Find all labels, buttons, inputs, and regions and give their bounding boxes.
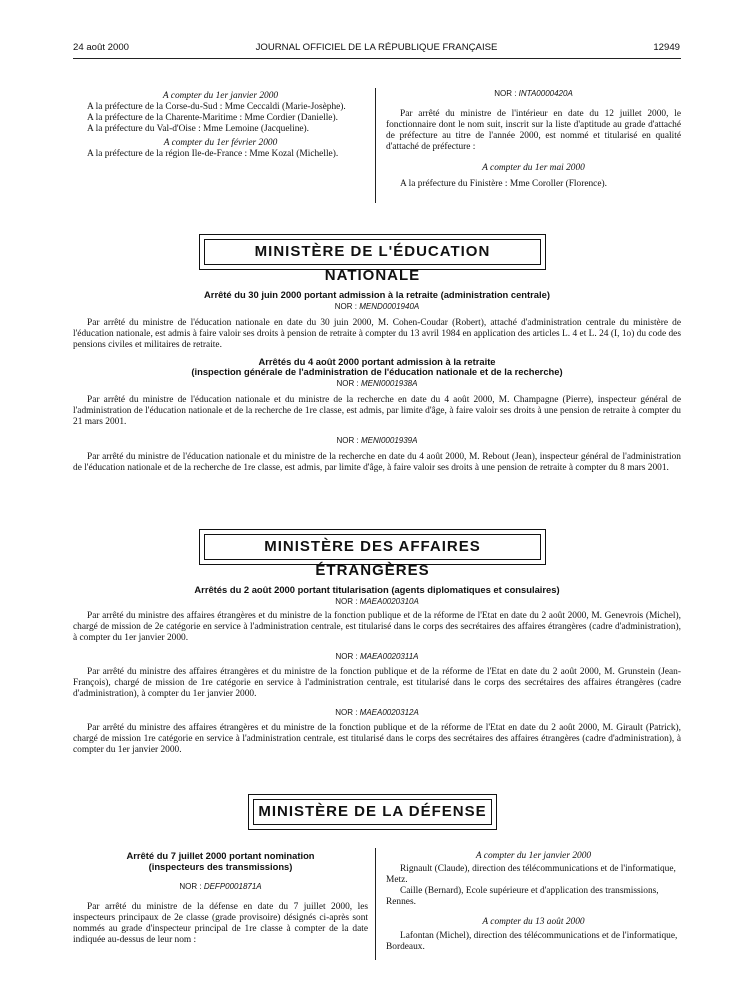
column-divider bbox=[375, 848, 376, 960]
defense-right-column bbox=[386, 851, 681, 953]
date-heading: A compter du 1er janvier 2000 bbox=[162, 91, 279, 101]
defense-left-column bbox=[73, 851, 368, 946]
top-right-column bbox=[386, 88, 681, 190]
paragraph: A la préfecture du Finistère : Mme Coroller (Florence). bbox=[400, 179, 607, 189]
paragraph: Par arrêté du ministre des affaires étrangères et du ministre de la fonction publique et de la réforme de l'Etat en date du 2 août 2000, M. Genevrois (Michel), chargé de mission de 2e catégorie en service à l'administration centrale, est titularisé dans le corps des secrétaires des affaires étrangères (cadre d'administration), à compter du 1er janvier 2000. bbox=[73, 610, 681, 643]
paragraph: Par arrêté du ministre de l'éducation nationale en date du 30 juin 2000, M. Cohen-Coudar (Robert), attaché d'administration centrale du ministère de l'éducation nationale, est admis à faire valoir ses droits à pension de retraite à compter du 13 avril 1984 en application des articles L. 4 et L. 24 (I, 1o) du code des pensions civiles et militaires de retraite. bbox=[73, 317, 681, 350]
decree-subtitle: (inspecteurs des transmissions) bbox=[148, 860, 293, 872]
decree-title: Arrêtés du 4 août 2000 portant admission à la retraite bbox=[258, 355, 496, 367]
nor-reference: NOR : MAEA0020311A bbox=[335, 651, 419, 661]
header-journal-title: JOURNAL OFFICIEL DE LA RÉPUBLIQUE FRANÇAISE bbox=[255, 42, 498, 53]
nor-reference: NOR : MAEA0020312A bbox=[335, 707, 419, 717]
paragraph: Lafontan (Michel), direction des télécommunications et de l'informatique, Bordeaux. bbox=[386, 931, 678, 952]
top-left-column bbox=[73, 91, 368, 160]
education-section bbox=[73, 290, 681, 474]
nor-reference: NOR : INTA0000420A bbox=[494, 89, 573, 98]
paragraph: Par arrêté du ministre des affaires étrangères et du ministre de la fonction publique et de la réforme de l'Etat en date du 2 août 2000, M. Grunstein (Jean-François), chargé de mission de 1re catégorie en service à l'administration centrale, est titularisé dans le corps des secrétaires des affaires étrangères (cadre d'administration), à compter du 1er janvier 2000. bbox=[73, 666, 681, 699]
paragraph: Par arrêté du ministre de l'intérieur en date du 12 juillet 2000, le fonctionnaire dont le nom suit, inscrit sur la liste d'aptitude au grade d'attaché de préfecture au titre de l'année 2000, est nommé et titularisé en qualité d'attaché de préfecture : bbox=[386, 109, 681, 152]
nor-reference: NOR : MAEA0020310A bbox=[335, 596, 419, 606]
paragraph: Par arrêté du ministre des affaires étrangères et du ministre de la fonction publique et de la réforme de l'Etat en date du 2 août 2000, M. Girault (Patrick), chargé de mission 1re catégorie en service à l'administration centrale, est titularisé dans le corps des secrétaires des affaires étrangères (cadre d'administration), à compter du 1er janvier 2000. bbox=[73, 722, 681, 755]
paragraph: Par arrêté du ministre de l'éducation nationale et du ministre de la recherche en date du 4 août 2000, M. Rebout (Jean), inspecteur général de l'administration de l'éducation nationale et de la recherche de 1re classe, est admis, par limite d'âge, à faire valoir ses droits à une pension de retraite à compter du 8 mars 2001. bbox=[73, 451, 681, 473]
paragraph: A la préfecture du Val-d'Oise : Mme Lemoine (Jacqueline). bbox=[87, 124, 310, 134]
paragraph: A la préfecture de la Charente-Maritime : Mme Cordier (Danielle). bbox=[87, 113, 338, 123]
decree-subtitle: (inspection générale de l'administration de l'éducation nationale et de la recherche) bbox=[191, 366, 563, 377]
nor-reference: NOR : MENI0001938A bbox=[336, 378, 418, 388]
header-rule bbox=[73, 58, 681, 59]
paragraph: Rignault (Claude), direction des télécommunications et de l'informatique, Metz. bbox=[386, 864, 676, 885]
date-heading: A compter du 13 août 2000 bbox=[482, 917, 585, 927]
column-divider bbox=[375, 88, 376, 203]
paragraph: Caille (Bernard), Ecole supérieure et d'application des transmissions, Rennes. bbox=[386, 886, 659, 907]
paragraph: A la préfecture de la région Ile-de-France : Mme Kozal (Michelle). bbox=[87, 149, 339, 159]
header-date: 24 août 2000 bbox=[73, 42, 130, 53]
header-page-number: 12949 bbox=[653, 42, 680, 53]
date-heading: A compter du 1er mai 2000 bbox=[482, 163, 585, 173]
paragraph: Par arrêté du ministre de la défense en date du 7 juillet 2000, les inspecteurs principaux de 2e classe (grade provisoire) désignés ci-après sont nommés au grade d'inspecteur principal de 1re classe à compter de la date indiquée au-dessus de leur nom : bbox=[73, 902, 368, 945]
foreign-affairs-section bbox=[73, 585, 681, 756]
nor-reference: NOR : MEND0001940A bbox=[334, 301, 420, 311]
decree-title: Arrêté du 7 juillet 2000 portant nomination bbox=[126, 850, 315, 861]
paragraph: A la préfecture de la Corse-du-Sud : Mme Ceccaldi (Marie-Josèphe). bbox=[87, 102, 346, 112]
decree-title: Arrêtés du 2 août 2000 portant titularisation (agents diplomatiques et consulaires) bbox=[194, 584, 560, 595]
nor-reference: NOR : MENI0001939A bbox=[336, 435, 418, 445]
nor-reference: NOR : DEFP0001871A bbox=[179, 882, 262, 891]
ministry-heading: MINISTÈRE DE LA DÉFENSE bbox=[253, 799, 492, 825]
ministry-heading: MINISTÈRE DES AFFAIRES ÉTRANGÈRES bbox=[204, 534, 541, 560]
paragraph: Par arrêté du ministre de l'éducation nationale et du ministre de la recherche en date du 4 août 2000, M. Champagne (Pierre), inspecteur général de l'administration de l'éducation nationale et de la recherche de 1re classe, est admis, par limite d'âge, à faire valoir ses droits à une pension de retraite à compter du 21 mars 2001. bbox=[73, 394, 681, 427]
date-heading: A compter du 1er janvier 2000 bbox=[475, 851, 592, 861]
decree-title: Arrêté du 30 juin 2000 portant admission à la retraite (administration centrale) bbox=[204, 289, 550, 300]
ministry-heading: MINISTÈRE DE L'ÉDUCATION NATIONALE bbox=[204, 239, 541, 265]
date-heading: A compter du 1er février 2000 bbox=[163, 138, 278, 148]
